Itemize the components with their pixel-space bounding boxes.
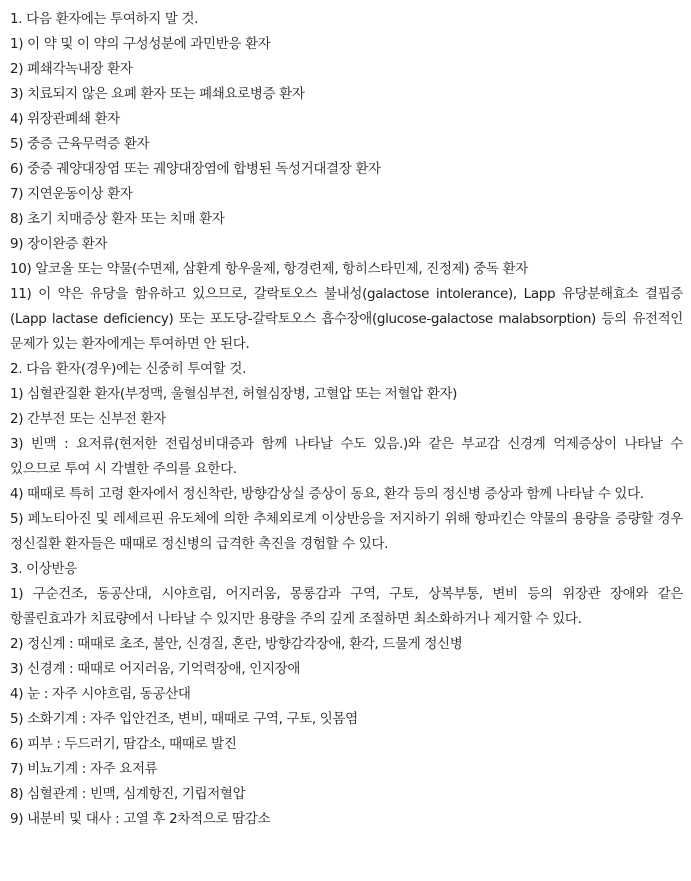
list-item: 3) 치료되지 않은 요폐 환자 또는 폐쇄요로병증 환자: [10, 86, 305, 102]
list-item: 8) 초기 치매증상 환자 또는 치매 환자: [10, 211, 225, 227]
list-item: 11) 이 약은 유당을 함유하고 있으므로, 갈락토오스 불내성(galactose intolerance), Lapp 유당분해효소 결핍증(Lapp lactase deficiency) 또는 포도당-갈락토오스 흡수장애(glucose-galactose malabsorption) 등의 유전적인 문제가 있는 환자에게는 투여하면 안 된다.: [10, 286, 683, 352]
list-item: 5) 중증 근육무력증 환자: [10, 136, 150, 152]
list-item: 9) 장이완증 환자: [10, 236, 108, 252]
section-heading-contraindications: 1. 다음 환자에는 투여하지 말 것.: [10, 11, 199, 27]
list-item: 6) 피부 : 두드러기, 땀감소, 때때로 발진: [10, 736, 237, 752]
list-item: 3) 빈맥 : 요저류(현저한 전립성비대증과 함께 나타날 수도 있음.)와 같은 부교감 신경계 억제증상이 나타날 수 있으므로 투여 시 각별한 주의를 요한다.: [10, 436, 683, 477]
list-item: 8) 심혈관계 : 빈맥, 심계항진, 기립저혈압: [10, 786, 246, 802]
list-item: 9) 내분비 및 대사 : 고열 후 2차적으로 땀감소: [10, 811, 271, 827]
list-item: 1) 심혈관질환 환자(부정맥, 울혈심부전, 허혈심장병, 고혈압 또는 저혈압 환자): [10, 386, 458, 402]
list-item: 4) 때때로 특히 고령 환자에서 정신착란, 방향감상실 증상이 동요, 환각 등의 정신병 증상과 함께 나타날 수 있다.: [10, 486, 644, 502]
list-item: 6) 중증 궤양대장염 또는 궤양대장염에 합병된 독성거대결장 환자: [10, 161, 381, 177]
section-heading-caution: 2. 다음 환자(경우)에는 신중히 투여할 것.: [10, 361, 247, 377]
list-item: 4) 눈 : 자주 시야흐림, 동공산대: [10, 686, 191, 702]
list-item: 2) 정신계 : 때때로 초조, 불안, 신경질, 혼란, 방향감각장애, 환각, 드물게 정신병: [10, 636, 463, 652]
list-item: 2) 폐쇄각녹내장 환자: [10, 61, 133, 77]
list-item: 7) 비뇨기계 : 자주 요저류: [10, 761, 158, 777]
section-heading-adverse-reactions: 3. 이상반응: [10, 561, 77, 577]
list-item: 1) 구순건조, 동공산대, 시야흐림, 어지러움, 몽롱감과 구역, 구토, 상복부통, 변비 등의 위장관 장애와 같은 항콜린효과가 치료량에서 나타날 수 있지만 용량을 주의 깊게 조절하면 최소화하거나 제거할 수 있다.: [10, 586, 683, 627]
list-item: 5) 페노티아진 및 레세르핀 유도체에 의한 추체외로계 이상반응을 저지하기 위해 항파킨슨 약물의 용량을 증량할 경우 정신질환 환자들은 때때로 정신병의 급격한 촉진을 경험할 수 있다.: [10, 511, 683, 552]
list-item: 10) 알코올 또는 약물(수면제, 삼환계 항우울제, 항경련제, 항히스타민제, 진정제) 중독 환자: [10, 261, 528, 277]
list-item: 4) 위장관폐쇄 환자: [10, 111, 120, 127]
list-item: 2) 간부전 또는 신부전 환자: [10, 411, 166, 427]
list-item: 3) 신경계 : 때때로 어지러움, 기억력장애, 인지장애: [10, 661, 301, 677]
list-item: 1) 이 약 및 이 약의 구성성분에 과민반응 환자: [10, 36, 271, 52]
list-item: 7) 지연운동이상 환자: [10, 186, 133, 202]
list-item: 5) 소화기계 : 자주 입안건조, 변비, 때때로 구역, 구토, 잇몸염: [10, 711, 358, 727]
